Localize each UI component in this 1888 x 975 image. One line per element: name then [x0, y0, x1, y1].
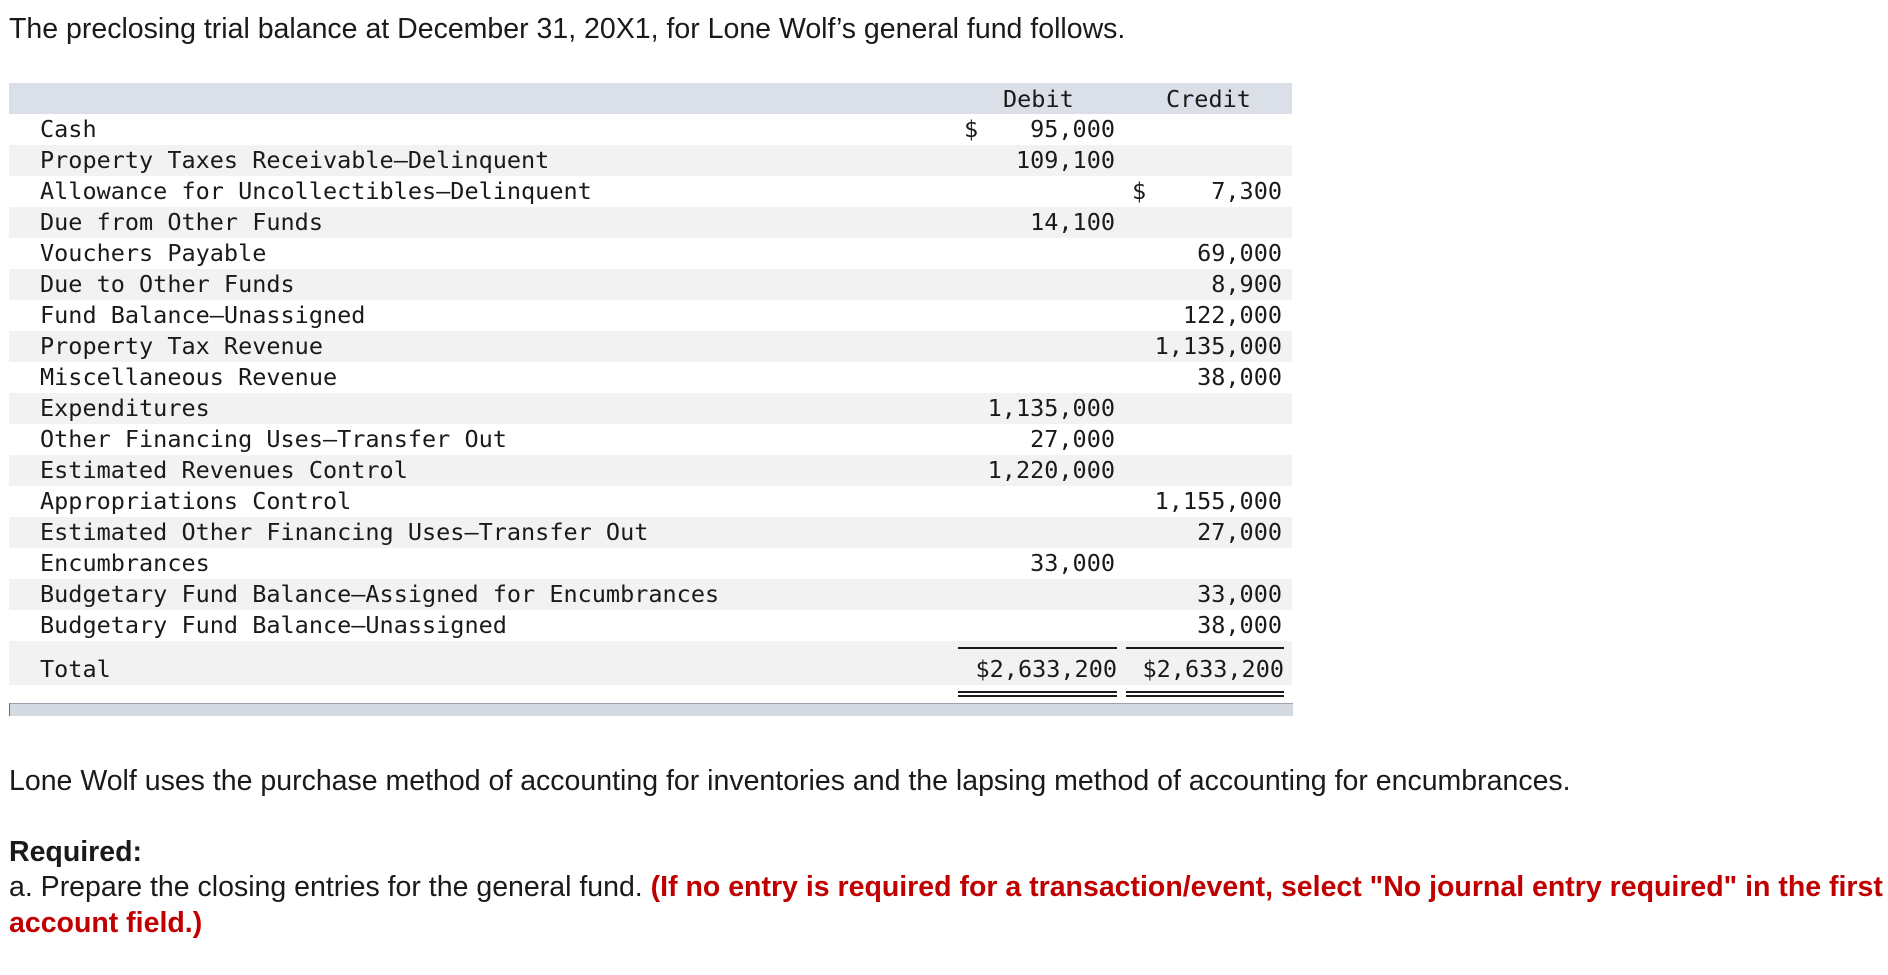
- total-debit-cell: [958, 647, 1117, 691]
- credit-amount: 1,155,000: [1154, 487, 1282, 515]
- account-name: Budgetary Fund Balance—Assigned for Encumbrances: [40, 580, 720, 608]
- table-row: [9, 331, 1292, 362]
- debit-cell: [958, 517, 1117, 548]
- intro-text: The preclosing trial balance at December 31, 20X1, for Lone Wolf’s general fund follows.: [9, 13, 1126, 45]
- table-row: [9, 300, 1292, 331]
- credit-cell: [1126, 114, 1284, 145]
- credit-cell: [1126, 207, 1284, 238]
- horizontal-scrollbar[interactable]: [9, 703, 1293, 716]
- account-name: Estimated Revenues Control: [40, 456, 408, 484]
- table-header: [9, 83, 1292, 114]
- credit-cell: [1126, 424, 1284, 455]
- total-debit-double-rule-2: [958, 695, 1117, 697]
- account-name: Encumbrances: [40, 549, 210, 577]
- credit-header: Credit: [1166, 85, 1251, 113]
- table-row: [9, 176, 1292, 207]
- table-row: [9, 114, 1292, 145]
- debit-cell: [958, 176, 1117, 207]
- total-credit-double-rule-2: [1126, 695, 1284, 697]
- debit-cell: [958, 486, 1117, 517]
- debit-cell: [958, 393, 1117, 424]
- debit-cell: [958, 455, 1117, 486]
- account-name: Other Financing Uses—Transfer Out: [40, 425, 507, 453]
- account-name: Appropriations Control: [40, 487, 352, 515]
- credit-cell: [1126, 331, 1284, 362]
- credit-currency-symbol: $: [1132, 177, 1147, 205]
- credit-cell: [1126, 238, 1284, 269]
- credit-amount: 69,000: [1197, 239, 1282, 267]
- debit-cell: [958, 114, 1117, 145]
- required-note: (If no entry is required for a transaction/event, select "No journal entry required" in the first account field.): [9, 871, 1883, 939]
- credit-cell: [1126, 548, 1284, 579]
- account-name: Allowance for Uncollectibles—Delinquent: [40, 177, 592, 205]
- credit-cell: [1126, 579, 1284, 610]
- credit-cell: [1126, 393, 1284, 424]
- debit-cell: [958, 548, 1117, 579]
- total-label: Total: [40, 655, 111, 683]
- credit-amount: 8,900: [1211, 270, 1282, 298]
- table-row: [9, 362, 1292, 393]
- account-name: Cash: [40, 115, 97, 143]
- total-row: [9, 641, 1292, 685]
- debit-cell: [958, 579, 1117, 610]
- credit-cell: [1126, 486, 1284, 517]
- required-instruction: a. Prepare the closing entries for the general fund.: [9, 871, 643, 903]
- table-row: [9, 424, 1292, 455]
- table-row: [9, 269, 1292, 300]
- debit-amount: 33,000: [1030, 549, 1115, 577]
- method-paragraph: Lone Wolf uses the purchase method of accounting for inventories and the lapsing method of accounting for encumbrances.: [9, 765, 1571, 797]
- credit-amount: 38,000: [1197, 363, 1282, 391]
- credit-cell: [1126, 145, 1284, 176]
- credit-amount: 1,135,000: [1154, 332, 1282, 360]
- table-row: [9, 393, 1292, 424]
- account-name: Expenditures: [40, 394, 210, 422]
- debit-amount: 27,000: [1030, 425, 1115, 453]
- credit-cell: [1126, 610, 1284, 641]
- required-label: Required:: [9, 836, 143, 868]
- credit-cell: [1126, 362, 1284, 393]
- debit-cell: [958, 610, 1117, 641]
- debit-cell: [958, 207, 1117, 238]
- debit-header: Debit: [1003, 85, 1074, 113]
- table-row: [9, 238, 1292, 269]
- credit-amount: 38,000: [1197, 611, 1282, 639]
- debit-amount: 1,135,000: [987, 394, 1115, 422]
- account-name: Fund Balance—Unassigned: [40, 301, 366, 329]
- debit-amount: 14,100: [1030, 208, 1115, 236]
- total-credit-double-rule-1: [1126, 691, 1284, 693]
- account-name: Property Tax Revenue: [40, 332, 323, 360]
- account-name: Estimated Other Financing Uses—Transfer Out: [40, 518, 649, 546]
- required-text: [9, 869, 1884, 941]
- debit-cell: [958, 300, 1117, 331]
- credit-amount: 7,300: [1211, 177, 1282, 205]
- credit-amount: 27,000: [1197, 518, 1282, 546]
- debit-cell: [958, 238, 1117, 269]
- account-name: Due to Other Funds: [40, 270, 295, 298]
- credit-cell: [1126, 517, 1284, 548]
- account-name: Miscellaneous Revenue: [40, 363, 338, 391]
- account-name: Property Taxes Receivable—Delinquent: [40, 146, 550, 174]
- debit-amount: 95,000: [1030, 115, 1115, 143]
- total-credit-cell: [1126, 647, 1284, 691]
- credit-cell: [1126, 300, 1284, 331]
- table-row: [9, 455, 1292, 486]
- credit-amount: 122,000: [1182, 301, 1282, 329]
- debit-amount: 109,100: [1015, 146, 1115, 174]
- debit-currency-symbol: $: [964, 115, 979, 143]
- debit-cell: [958, 424, 1117, 455]
- credit-cell: [1126, 455, 1284, 486]
- table-row: [9, 145, 1292, 176]
- table-row: [9, 610, 1292, 641]
- credit-amount: 33,000: [1197, 580, 1282, 608]
- account-name: Budgetary Fund Balance—Unassigned: [40, 611, 507, 639]
- table-row: [9, 486, 1292, 517]
- table-body: [9, 114, 1292, 641]
- table-row: [9, 579, 1292, 610]
- debit-cell: [958, 145, 1117, 176]
- table-row: [9, 517, 1292, 548]
- credit-cell: [1126, 176, 1284, 207]
- debit-amount: 1,220,000: [987, 456, 1115, 484]
- trial-balance-table: [9, 83, 1292, 685]
- credit-cell: [1126, 269, 1284, 300]
- debit-cell: [958, 362, 1117, 393]
- account-name: Vouchers Payable: [40, 239, 267, 267]
- total-credit: $2,633,200: [1142, 655, 1284, 683]
- debit-cell: [958, 269, 1117, 300]
- debit-cell: [958, 331, 1117, 362]
- account-name: Due from Other Funds: [40, 208, 323, 236]
- total-debit: $2,633,200: [975, 655, 1117, 683]
- table-row: [9, 207, 1292, 238]
- total-debit-double-rule-1: [958, 691, 1117, 693]
- table-row: [9, 548, 1292, 579]
